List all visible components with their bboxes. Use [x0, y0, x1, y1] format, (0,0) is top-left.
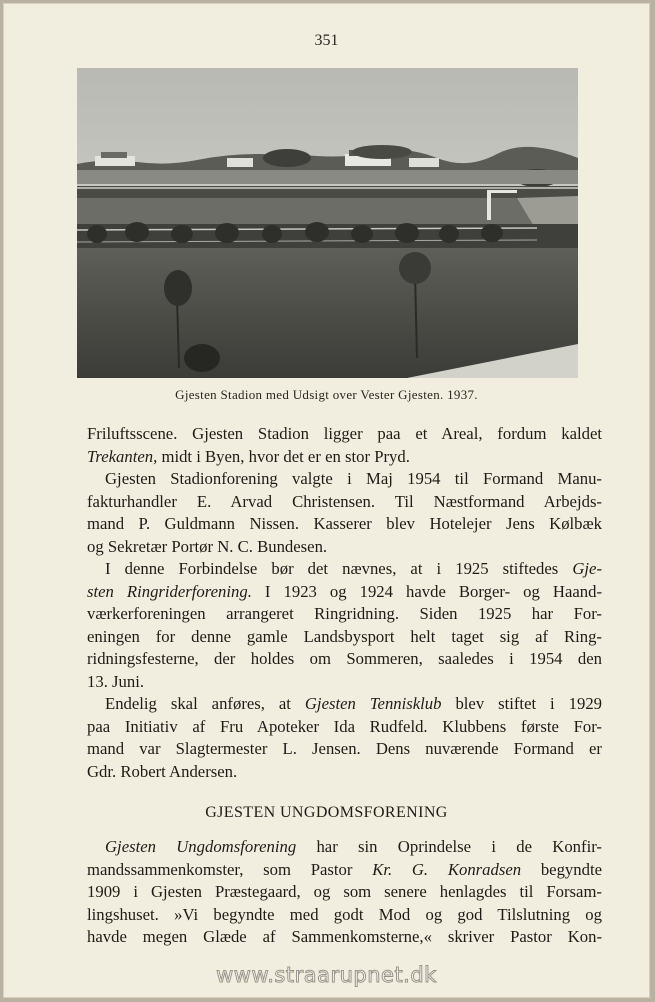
italic-term: Kr. G. Konradsen [372, 859, 522, 879]
text-line: ridningsfesterne, der holdes om Sommeren, saaledes i 1954 den [87, 649, 602, 668]
text-line: fakturhandler E. Arvad Christensen. Til Næstformand Arbejds- [87, 491, 602, 511]
text-run: I denne Forbindelse bør det nævnes, at i 1925 stiftedes [105, 559, 573, 578]
italic-term: sten Ringriderforening. [87, 581, 252, 601]
text-run: begyndte [521, 859, 602, 879]
text-line: Gjesten Stadionforening valgte i Maj 1954 til Formand Manu- [105, 469, 602, 488]
body-text-upper [87, 423, 602, 783]
text-line: 13. Juni. [87, 671, 145, 691]
text-run: har sin Oprindelse i de Konfir- [296, 837, 602, 856]
italic-term: Gje- [572, 559, 602, 578]
text-run: blev stiftet i 1929 [441, 694, 603, 713]
text-line [87, 558, 602, 581]
text-line: mand var Slagtermester L. Jensen. Dens nuværende Formand er [87, 739, 602, 758]
text-line: lingshuset. »Vi begyndte med godt Mod og god Tilslutning og [87, 904, 602, 924]
italic-term: Trekanten, [87, 446, 158, 466]
watermark: www.straarupnet.dk [216, 963, 437, 987]
text-line: 1909 i Gjesten Præstegaard, og som senere henlagdes til Forsam- [87, 882, 602, 901]
text-line: og Sekretær Portør N. C. Bundesen. [87, 536, 328, 556]
text-line: mand P. Guldmann Nissen. Kasserer blev Hotelejer Jens Kølbæk [87, 514, 602, 533]
text-line: paa Initiativ af Fru Apoteker Ida Rudfeld. Klubbens første For- [87, 716, 602, 736]
photo-caption: Gjesten Stadion med Udsigt over Vester Gjesten. 1937. [175, 387, 478, 402]
text-run: mandssammenkomster, som Pastor [87, 859, 373, 879]
text-line [87, 581, 602, 604]
text-line [87, 836, 602, 859]
text-line: havde megen Glæde af Sammenkomsterne,« skriver Pastor Kon- [87, 927, 602, 946]
text-run: I 1923 og 1924 havde Borger- og Haand- [251, 581, 602, 601]
italic-term: Gjesten Tennisklub [304, 694, 442, 713]
book-page [3, 3, 650, 998]
body-text-lower [87, 836, 602, 949]
text-line: Friluftsscene. Gjesten Stadion ligger paa et Areal, fordum kaldet [87, 424, 602, 443]
text-line: Trekanten, midt i Byen, hvor det er en stor Pryd. [87, 446, 410, 466]
text-run: Endelig skal anføres, at [105, 694, 305, 713]
text-line: værkerforeningen arrangeret Ringridning. Siden 1925 har For- [87, 604, 602, 623]
page-number: 351 [314, 32, 339, 49]
text-line: eningen for denne gamle Landsbysport helt taget sig af Ring- [87, 626, 602, 646]
text-line [87, 693, 602, 716]
section-heading: GJESTEN UNGDOMSFORENING [205, 804, 448, 821]
stadium-photo [77, 68, 578, 378]
text-line: Gdr. Robert Andersen. [87, 761, 238, 781]
italic-term: Gjesten Ungdomsforening [105, 837, 297, 856]
text-line [87, 859, 602, 882]
